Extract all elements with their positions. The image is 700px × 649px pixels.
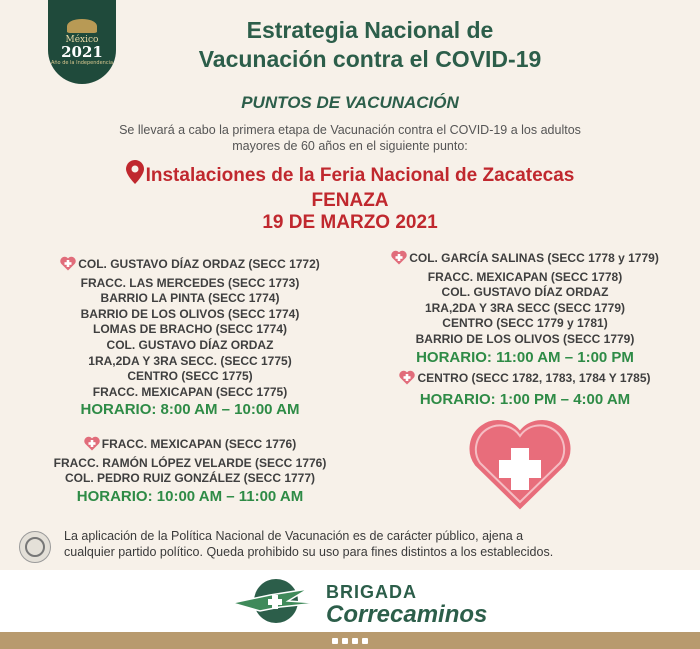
logo-line3: Año de la Independencia xyxy=(50,59,114,66)
heart-plus-icon xyxy=(391,250,407,270)
schedule-time: HORARIO: 8:00 AM – 10:00 AM xyxy=(80,401,300,419)
venue-name: Instalaciones de la Feria Nacional de Zacatecas xyxy=(145,165,575,186)
schedule-group-3 xyxy=(370,250,680,367)
twitter-icon[interactable] xyxy=(342,638,348,644)
intro-line2: mayores de 60 años en el siguiente punto: xyxy=(232,139,468,153)
schedule-time: HORARIO: 11:00 AM – 1:00 PM xyxy=(416,348,634,366)
legal-note-line1: La aplicación de la Política Nacional de Vacunación es de carácter público, ajena a xyxy=(64,529,524,543)
list-item: CENTRO (SECC 1775) xyxy=(127,369,253,384)
logo-line2: 2021 xyxy=(61,42,103,61)
schedule-time: HORARIO: 10:00 AM – 11:00 AM xyxy=(76,487,304,505)
list-item: CENTRO (SECC 1779 y 1781) xyxy=(442,316,608,331)
heart-plus-icon xyxy=(84,436,100,456)
list-item: BARRIO DE LOS OLIVOS (SECC 1779) xyxy=(415,331,635,346)
list-item: 1RA,2DA Y 3RA SECC (SECC 1779) xyxy=(424,300,626,315)
schedule-time: HORARIO: 1:00 PM – 4:00 AM xyxy=(419,390,631,408)
list-item: COL. GUSTAVO DÍAZ ORDAZ xyxy=(441,285,609,300)
venue-name-row xyxy=(0,160,700,190)
list-item: BARRIO LA PINTA (SECC 1774) xyxy=(100,291,280,306)
legal-note-line2: cualquier partido político. Queda prohibido su uso para fines distintos a los establecidos. xyxy=(64,545,554,559)
brand-line1: BRIGADA xyxy=(326,582,417,602)
logo-line1: México xyxy=(65,34,99,45)
page-subtitle: PUNTOS DE VACUNACIÓN xyxy=(241,93,459,112)
roadrunner-logo-icon xyxy=(230,577,322,629)
instagram-icon[interactable] xyxy=(352,638,358,644)
venue-block xyxy=(0,160,700,234)
list-item: FRACC. MEXICAPAN (SECC 1778) xyxy=(427,269,623,284)
list-item: COL. GUSTAVO DÍAZ ORDAZ (SECC 1772) xyxy=(78,257,320,271)
intro-line1: Se llevará a cabo la primera etapa de Vacunación contra el COVID-19 a los adultos xyxy=(119,123,581,137)
brand-name xyxy=(326,582,487,628)
heart-plus-icon xyxy=(60,256,76,276)
list-item: LOMAS DE BRACHO (SECC 1774) xyxy=(92,322,288,337)
facebook-icon[interactable] xyxy=(332,638,338,644)
list-item: COL. PEDRO RUIZ GONZÁLEZ (SECC 1777) xyxy=(64,471,316,486)
list-item: COL. GARCÍA SALINAS (SECC 1778 y 1779) xyxy=(409,251,659,265)
list-item: BARRIO DE LOS OLIVOS (SECC 1774) xyxy=(80,306,300,321)
schedule-group-4 xyxy=(370,370,680,409)
location-pin-icon xyxy=(126,160,144,190)
health-heart-icon xyxy=(468,418,572,514)
title-line2: Vacunación contra el COVID-19 xyxy=(198,46,542,72)
list-item: 1RA,2DA Y 3RA SECC. (SECC 1775) xyxy=(88,353,292,368)
heart-plus-icon xyxy=(399,370,415,390)
mexico-2021-logo xyxy=(48,0,116,84)
schedule-group-1 xyxy=(40,256,340,419)
list-item: FRACC. MEXICAPAN (SECC 1775) xyxy=(92,384,288,399)
list-item: FRACC. MEXICAPAN (SECC 1776) xyxy=(101,437,297,451)
legal-note xyxy=(64,528,684,560)
venue-short: FENAZA xyxy=(311,190,389,211)
schedule-group-2 xyxy=(30,436,350,506)
bottom-bar xyxy=(0,632,700,649)
list-item: CENTRO (SECC 1782, 1783, 1784 Y 1785) xyxy=(417,371,651,385)
venue-date: 19 DE MARZO 2021 xyxy=(262,212,438,233)
page-title xyxy=(120,16,620,74)
title-line1: Estrategia Nacional de xyxy=(246,17,494,43)
government-seal-icon xyxy=(19,531,51,563)
youtube-icon[interactable] xyxy=(362,638,368,644)
eagle-icon xyxy=(67,19,97,33)
list-item: COL. GUSTAVO DÍAZ ORDAZ xyxy=(106,337,274,352)
list-item: FRACC. LAS MERCEDES (SECC 1773) xyxy=(80,275,300,290)
intro-text xyxy=(100,122,600,154)
brand-line2: Correcaminos xyxy=(326,601,488,628)
list-item: FRACC. RAMÓN LÓPEZ VELARDE (SECC 1776) xyxy=(53,455,327,470)
